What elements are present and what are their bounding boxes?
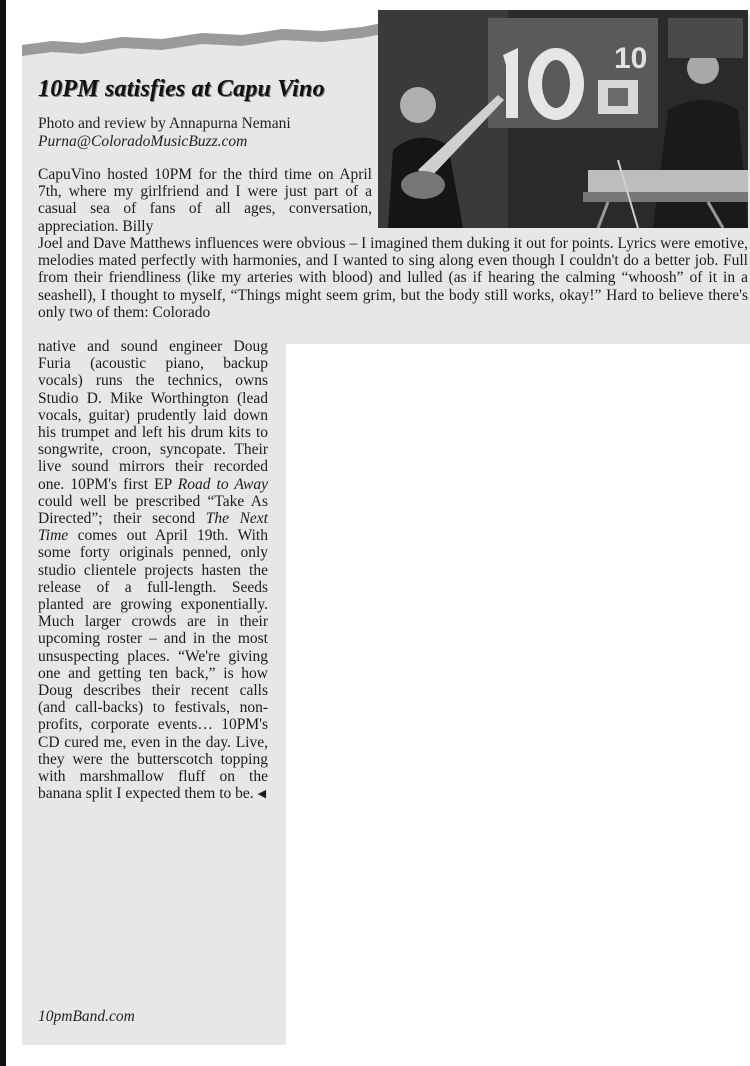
column-text-1: native and sound engineer Doug Furia (acoustic piano, backup vocals) runs the technics, owns Studio D. Mike Worthington (lead vocals, guitar) prudently laid down his trumpet and left his drum kits to songwrite, croon, syncopate. Their live sound mirrors their recorded one. 10PM's first EP (38, 338, 268, 493)
article-byline (38, 115, 291, 151)
column-text-2: could well be prescribed “Take As Directed”; their second (38, 492, 268, 528)
sign-text: 10 (614, 42, 648, 75)
ep-title-first: Road to Away (177, 475, 268, 493)
article-paragraph-top: CapuVino hosted 10PM for the third time on April 7th, where my girlfriend and I were just part of a casual sea of fans of all ages, conversation, appreciation. Billy (38, 166, 372, 235)
scan-edge (0, 0, 6, 1066)
end-mark-icon: ◀ (257, 788, 267, 801)
ep-title-second: The Next Time (38, 510, 268, 545)
band-website: 10pmBand.com (38, 1008, 135, 1025)
article-headline: 10PM satisfies at Capu Vino (38, 76, 325, 102)
author-email: Purna@ColoradoMusicBuzz.com (38, 133, 248, 150)
band-photo (378, 10, 748, 228)
column-text-3: comes out April 19th. With some forty originals penned, only studio clientele projects hasten the release of a full-length. Seeds planted are growing exponentially. Much larger crowds are in their upcoming roster – and in the most unsuspecting places. “We're giving one and getting ten back,” is how Doug describes their recent calls (and call-backs) to festivals, non-profits, corporate events… 10PM's CD cured me, even in the day. Live, they were the butterscotch topping with marshmallow fluff on the banana split I expected them to be. (38, 527, 268, 803)
article-paragraph-wide: Joel and Dave Matthews influences were obvious – I imagined them duking it out for points. Lyrics were emotive, melodies mated perfectly with harmonies, and I wanted to sing along even though I couldn't do a better job. Full from their friendliness (like my arteries with blood) and lulled (as if hearing the calming “whoosh” of it in a seashell), I thought to myself, “Things might seem grim, but the body still works, okay!” Hard to believe there's only two of them: Colorado (38, 235, 748, 321)
article-column (38, 338, 268, 803)
byline-credit: Photo and review by Annapurna Nemani (38, 115, 291, 132)
